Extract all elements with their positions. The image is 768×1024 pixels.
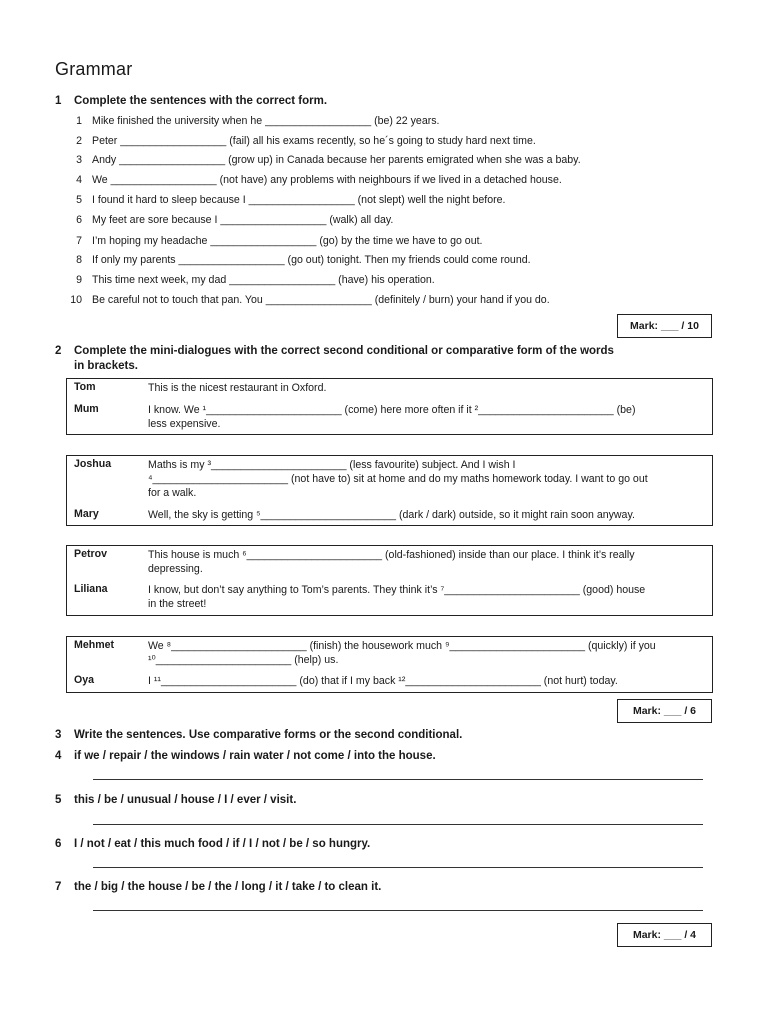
- section-3-instruction: Write the sentences. Use comparative forms or the second conditional.: [74, 729, 463, 741]
- dialogue-line: depressing.: [148, 563, 203, 575]
- item-text: This time next week, my dad __________________ (have) his operation.: [92, 274, 435, 286]
- item-number: 4: [76, 174, 82, 186]
- dialogue-line: ¹⁰_______________________ (help) us.: [148, 654, 339, 666]
- exercise-item: [62, 115, 439, 127]
- item-text: We __________________ (not have) any problems with neighbours if we lived in a detached house.: [92, 174, 562, 186]
- item-number: 6: [55, 838, 62, 850]
- dialogue-box: [66, 636, 713, 693]
- item-number: 1: [76, 115, 82, 127]
- exercise-item: [62, 135, 536, 147]
- speaker-name: Mum: [74, 403, 99, 415]
- section-1-number: 1: [55, 95, 62, 107]
- section-1-instruction: Complete the sentences with the correct form.: [74, 95, 328, 107]
- item-number: 3: [76, 154, 82, 166]
- dialogue-box: [66, 455, 713, 526]
- item-number: 7: [76, 235, 82, 247]
- section-2-instruction-cont: in brackets.: [74, 360, 138, 372]
- answer-line[interactable]: [93, 910, 703, 911]
- dialogue-line: Maths is my ³_______________________ (less favourite) subject. And I wish I: [148, 459, 516, 471]
- speaker-name: Mehmet: [74, 639, 115, 651]
- item-prompt: the / big / the house / be / the / long / it / take / to clean it.: [74, 881, 382, 893]
- answer-line[interactable]: [93, 779, 703, 780]
- section-3-number: 3: [55, 729, 62, 741]
- item-number: 2: [76, 135, 82, 147]
- dialogue-box: [66, 545, 713, 616]
- item-text: I found it hard to sleep because I __________________ (not slept) well the night before.: [92, 194, 506, 206]
- exercise-item: [62, 254, 531, 266]
- speaker-name: Mary: [74, 508, 99, 520]
- exercise-item: [62, 194, 505, 206]
- item-number: 8: [76, 254, 82, 266]
- item-number: 9: [76, 274, 82, 286]
- item-prompt: if we / repair / the windows / rain water / not come / into the house.: [74, 750, 436, 762]
- exercise-item: [62, 174, 562, 186]
- dialogue-line: in the street!: [148, 598, 207, 610]
- item-text: Mike finished the university when he __________________ (be) 22 years.: [92, 115, 440, 127]
- speaker-name: Joshua: [74, 458, 112, 470]
- item-number: 5: [55, 794, 62, 806]
- dialogue-line: for a walk.: [148, 487, 197, 499]
- item-number: 5: [76, 194, 82, 206]
- item-text: I’m hoping my headache __________________ (go) by the time we have to go out.: [92, 235, 483, 247]
- exercise-item: [62, 235, 482, 247]
- mark-box-section-3: Mark: ___ / 4: [617, 923, 712, 947]
- item-text: Be careful not to touch that pan. You __________________ (definitely / burn) your hand if you do.: [92, 294, 550, 306]
- exercise-item: [62, 294, 550, 306]
- mark-box-section-2: Mark: ___ / 6: [617, 699, 712, 723]
- item-number: 6: [76, 214, 82, 226]
- answer-line[interactable]: [93, 824, 703, 825]
- dialogue-line: I know, but don’t say anything to Tom’s parents. They think it’s ⁷_______________________ (good) house: [148, 584, 646, 596]
- item-number: 7: [55, 881, 62, 893]
- speaker-name: Tom: [74, 381, 96, 393]
- answer-line[interactable]: [93, 867, 703, 868]
- exercise-item: [62, 154, 581, 166]
- dialogue-line: This is the nicest restaurant in Oxford.: [148, 382, 327, 394]
- section-2-instruction: Complete the mini-dialogues with the correct second conditional or comparative form of the words: [74, 345, 614, 357]
- speaker-name: Petrov: [74, 548, 107, 560]
- exercise-item: [62, 274, 435, 286]
- dialogue-box: [66, 378, 713, 435]
- item-number: 10: [70, 294, 82, 306]
- mark-box-section-1: Mark: ___ / 10: [617, 314, 712, 338]
- dialogue-line: I know. We ¹_______________________ (come) here more often if it ²_______________________ (be): [148, 404, 636, 416]
- dialogue-line: We ⁸_______________________ (finish) the housework much ⁹_______________________ (quickly) if you: [148, 640, 656, 652]
- dialogue-line: Well, the sky is getting ⁵_______________________ (dark / dark) outside, so it might rain soon anyway.: [148, 509, 635, 521]
- item-number: 4: [55, 750, 62, 762]
- speaker-name: Liliana: [74, 583, 108, 595]
- dialogue-line: I ¹¹_______________________ (do) that if I my back ¹²_______________________ (not hurt) today.: [148, 675, 618, 687]
- item-text: My feet are sore because I __________________ (walk) all day.: [92, 214, 394, 226]
- dialogue-line: ⁴_______________________ (not have to) sit at home and do my maths homework today. I want to go out: [148, 473, 648, 485]
- exercise-item: [62, 214, 393, 226]
- item-prompt: I / not / eat / this much food / if / I / not / be / so hungry.: [74, 838, 371, 850]
- dialogue-line: This house is much ⁶_______________________ (old-fashioned) inside than our place. I think it’s really: [148, 549, 635, 561]
- item-text: If only my parents __________________ (go out) tonight. Then my friends could come round.: [92, 254, 531, 266]
- section-2-number: 2: [55, 345, 62, 357]
- dialogue-line: less expensive.: [148, 418, 221, 430]
- item-text: Andy __________________ (grow up) in Canada because her parents emigrated when she was a baby.: [92, 154, 581, 166]
- page-title: Grammar: [55, 59, 133, 79]
- item-prompt: this / be / unusual / house / I / ever / visit.: [74, 794, 297, 806]
- item-text: Peter __________________ (fail) all his exams recently, so he´s going to study hard next time.: [92, 135, 536, 147]
- speaker-name: Oya: [74, 674, 95, 686]
